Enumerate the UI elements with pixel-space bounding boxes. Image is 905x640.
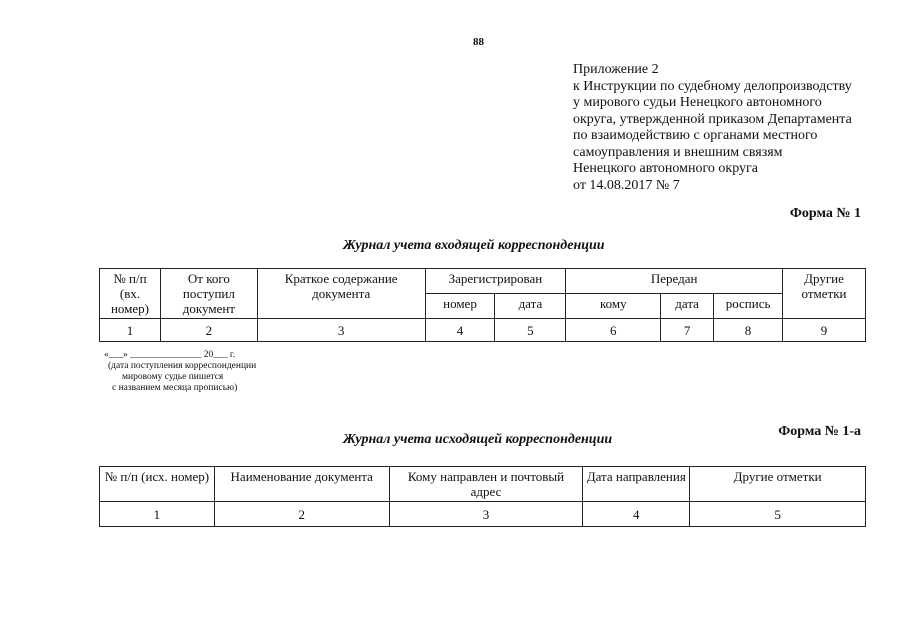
appendix-line: к Инструкции по судебному делопроизводству <box>573 78 852 94</box>
header-other: Другие отметки <box>783 269 866 319</box>
header-from: От кого поступил документ <box>160 269 257 319</box>
header-date: Дата направления <box>583 467 690 502</box>
appendix-block <box>573 62 852 194</box>
date-note <box>104 350 256 394</box>
column-number: 8 <box>714 319 783 342</box>
header-reg-number: номер <box>425 294 495 319</box>
column-number: 3 <box>257 319 425 342</box>
outgoing-journal-table <box>99 466 866 527</box>
date-line: «___» _______________ 20___ г. <box>104 350 236 360</box>
column-number: 2 <box>160 319 257 342</box>
page-number: 88 <box>473 36 484 48</box>
note-line: мировому судье пишется <box>122 372 224 382</box>
header-other: Другие отметки <box>690 467 866 502</box>
incoming-journal-title: Журнал учета входящей корреспонденции <box>343 238 605 253</box>
column-number: 1 <box>100 319 161 342</box>
header-num: № п/п (исх. номер) <box>100 467 215 502</box>
column-number: 4 <box>583 502 690 527</box>
appendix-line: Приложение 2 <box>573 62 659 77</box>
appendix-line: Ненецкого автономного округа <box>573 161 758 176</box>
appendix-line: от 14.08.2017 № 7 <box>573 177 680 193</box>
column-number: 5 <box>495 319 566 342</box>
appendix-line: у мирового судьи Ненецкого автономного <box>573 95 822 110</box>
header-summary: Краткое содержание документа <box>257 269 425 319</box>
column-number: 1 <box>100 502 215 527</box>
note-line: с названием месяца прописью) <box>112 383 238 393</box>
appendix-line: округа, утвержденной приказом Департамента <box>573 111 852 127</box>
column-number: 3 <box>389 502 583 527</box>
appendix-line: самоуправления и внешним связям <box>573 144 783 160</box>
form1a-label: Форма № 1-а <box>778 424 861 439</box>
appendix-line: по взаимодействию с органами местного <box>573 128 818 143</box>
column-number: 5 <box>690 502 866 527</box>
incoming-journal-table <box>99 268 866 342</box>
note-line: (дата поступления корреспонденции <box>108 361 257 371</box>
header-tr-date: дата <box>661 294 714 319</box>
outgoing-journal-title: Журнал учета исходящей корреспонденции <box>343 432 613 447</box>
form1-label: Форма № 1 <box>789 206 861 221</box>
header-transferred: Передан <box>566 269 783 294</box>
header-to-whom: Кому направлен и почтовый адрес <box>389 467 583 502</box>
header-to-whom: кому <box>566 294 661 319</box>
column-number: 2 <box>214 502 389 527</box>
column-number: 7 <box>661 319 714 342</box>
header-signature: роспись <box>714 294 783 319</box>
header-reg-date: дата <box>495 294 566 319</box>
header-registered: Зарегистрирован <box>425 269 566 294</box>
header-num: № п/п (вх. номер) <box>100 269 161 319</box>
column-number: 9 <box>783 319 866 342</box>
column-number: 6 <box>566 319 661 342</box>
header-name: Наименование документа <box>214 467 389 502</box>
column-number: 4 <box>425 319 495 342</box>
